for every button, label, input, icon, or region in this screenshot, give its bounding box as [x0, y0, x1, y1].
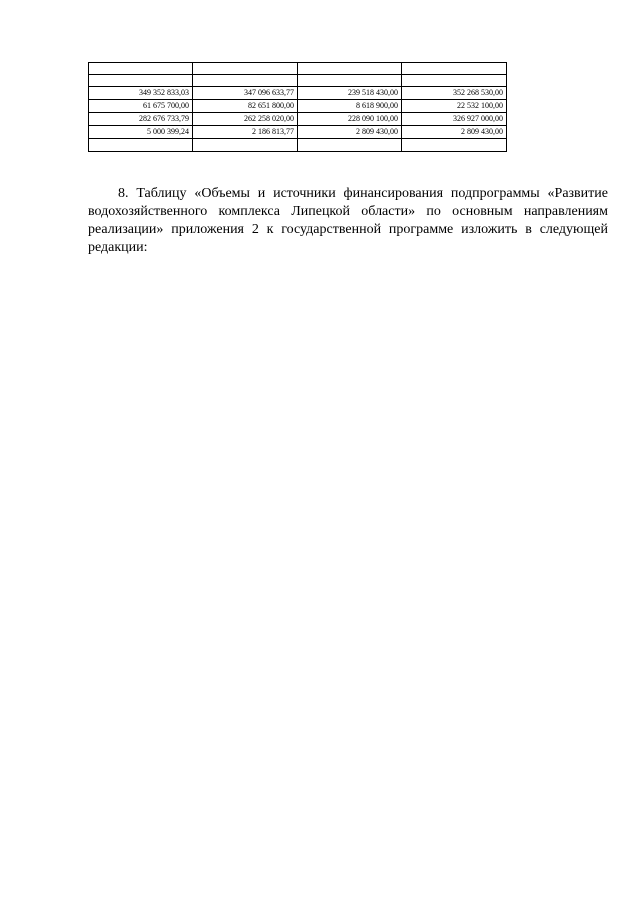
table-cell: 61 675 700,00	[89, 100, 193, 113]
table-cell: 239 518 430,00	[298, 87, 402, 100]
table-cell	[193, 139, 298, 152]
table-cell	[89, 75, 193, 87]
table-row	[89, 113, 507, 126]
financing-table	[88, 62, 507, 152]
table-cell: 349 352 833,03	[89, 87, 193, 100]
table-cell	[298, 139, 402, 152]
table-row-blank	[89, 75, 507, 87]
table-cell: 228 090 100,00	[298, 113, 402, 126]
table-cell: 2 186 813,77	[193, 126, 298, 139]
table-cell	[402, 139, 507, 152]
table-row	[89, 100, 507, 113]
table-cell	[89, 139, 193, 152]
table-cell	[402, 63, 507, 75]
table-cell: 8 618 900,00	[298, 100, 402, 113]
table-cell: 5 000 399,24	[89, 126, 193, 139]
table-cell	[298, 75, 402, 87]
table-cell: 282 676 733,79	[89, 113, 193, 126]
table-cell: 22 532 100,00	[402, 100, 507, 113]
table-cell	[193, 75, 298, 87]
table-row	[89, 87, 507, 100]
table-cell: 82 651 800,00	[193, 100, 298, 113]
table-cell: 2 809 430,00	[298, 126, 402, 139]
amendment-paragraph: 8. Таблицу «Объемы и источники финансирования подпрограммы «Развитие водохозяйственного комплекса Липецкой области» по основным направлениям реализации» приложения 2 к государственной программе изложить в следующей редакции:	[88, 186, 608, 255]
table-cell	[298, 63, 402, 75]
table-row-blank	[89, 63, 507, 75]
table-cell: 347 096 633,77	[193, 87, 298, 100]
table-cell	[193, 63, 298, 75]
table-row	[89, 126, 507, 139]
table-cell	[402, 75, 507, 87]
table-cell: 2 809 430,00	[402, 126, 507, 139]
table-row-blank	[89, 139, 507, 152]
table-cell	[89, 63, 193, 75]
table-cell: 326 927 000,00	[402, 113, 507, 126]
table-cell: 352 268 530,00	[402, 87, 507, 100]
table-cell: 262 258 020,00	[193, 113, 298, 126]
